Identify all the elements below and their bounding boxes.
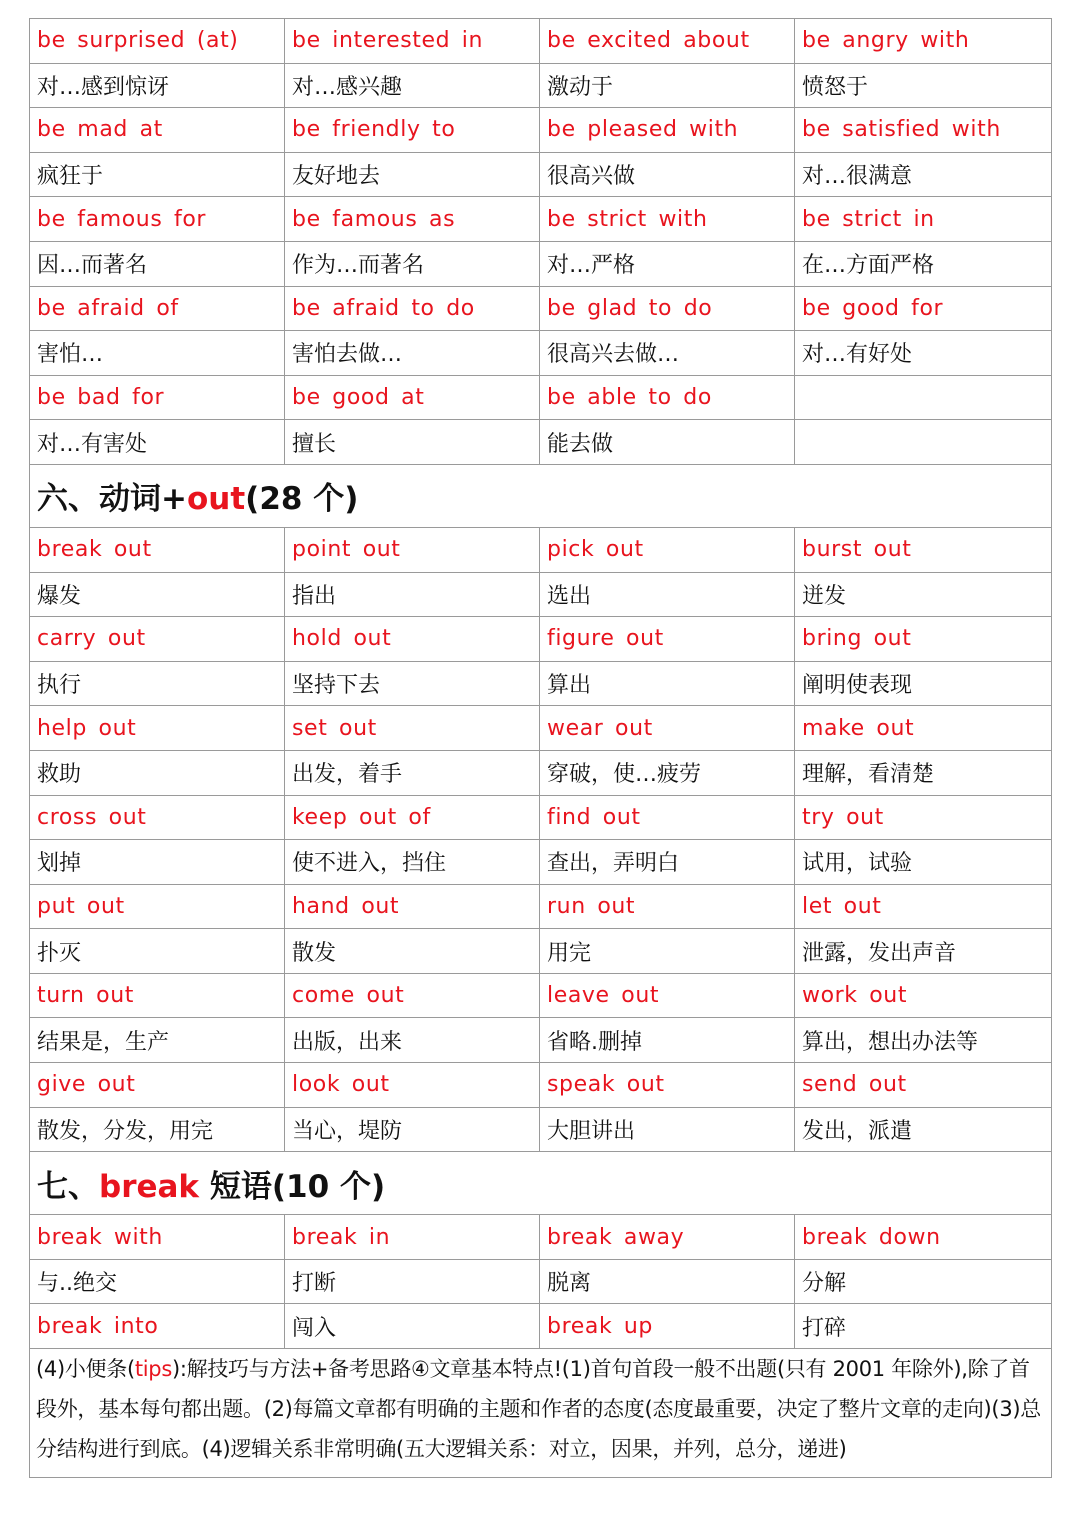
phrase-chinese-cell: 爆发 <box>30 572 285 617</box>
phrase-chinese-cell: 用完 <box>540 929 795 974</box>
section-6-heading-row <box>30 464 1052 527</box>
phrase-chinese-cell: 泄露，发出声音 <box>795 929 1052 974</box>
phrase-chinese-cell: 分解 <box>795 1259 1052 1304</box>
phrase-english-cell: be afraid of <box>30 286 285 331</box>
phrase-english-cell: be mad at <box>30 108 285 153</box>
adjective-phrase-english-row <box>30 108 1052 153</box>
phrase-english-cell: put out <box>30 884 285 929</box>
phrase-chinese-cell: 试用，试验 <box>795 840 1052 885</box>
phrase-chinese-cell <box>795 420 1052 465</box>
phrase-chinese-cell: 查出，弄明白 <box>540 840 795 885</box>
phrase-chinese-cell: 友好地去 <box>285 152 540 197</box>
phrase-english-cell: keep out of <box>285 795 540 840</box>
phrase-chinese-cell: 当心，堤防 <box>285 1107 540 1152</box>
phrase-english-cell: bring out <box>795 617 1052 662</box>
phrase-chinese-cell: 对…感到惊讶 <box>30 63 285 108</box>
phrase-english-cell: break out <box>30 527 285 572</box>
phrase-english-cell: be pleased with <box>540 108 795 153</box>
phrase-chinese-cell: 对…很满意 <box>795 152 1052 197</box>
out-phrase-chinese-row <box>30 1107 1052 1152</box>
section-heading <box>30 464 1052 527</box>
phrase-chinese-cell: 害怕… <box>30 331 285 376</box>
adjective-phrase-english-row <box>30 375 1052 420</box>
phrase-chinese-cell: 害怕去做… <box>285 331 540 376</box>
tips-before: (4)小便条( <box>36 1357 135 1382</box>
phrase-chinese-cell: 擅长 <box>285 420 540 465</box>
phrase-chinese-cell: 划掉 <box>30 840 285 885</box>
phrase-english-cell: break away <box>540 1215 795 1260</box>
phrase-english-cell: be interested in <box>285 19 540 64</box>
phrase-chinese-cell: 出版，出来 <box>285 1018 540 1063</box>
out-phrase-chinese-row <box>30 661 1052 706</box>
phrase-chinese-cell: 打碎 <box>795 1304 1052 1349</box>
phrase-chinese-cell: 算出，想出办法等 <box>795 1018 1052 1063</box>
phrase-english-cell: be strict in <box>795 197 1052 242</box>
break-phrase-mixed-row <box>30 1304 1052 1349</box>
phrase-chinese-cell: 大胆讲出 <box>540 1107 795 1152</box>
out-phrase-chinese-row <box>30 750 1052 795</box>
tips-after: ):解技巧与方法+备考思路④文章基本特点!(1)首句首段一般不出题(只有 2001 年除外),除了首段外，基本每句都出题。(2)每篇文章都有明确的主题和作者的态度(态度最重要，决定了整片文章的走向)(3)总分结构进行到底。(4)逻辑关系非常明确(五大逻辑关系：对立，因果，并列，总分，递进) <box>36 1357 1041 1462</box>
phrase-english-cell: speak out <box>540 1063 795 1108</box>
phrase-chinese-cell: 散发 <box>285 929 540 974</box>
phrase-chinese-cell: 很高兴去做… <box>540 331 795 376</box>
out-phrase-chinese-row <box>30 1018 1052 1063</box>
phrase-english-cell: find out <box>540 795 795 840</box>
phrase-english-cell: give out <box>30 1063 285 1108</box>
phrase-english-cell: turn out <box>30 973 285 1018</box>
phrase-english-cell: be strict with <box>540 197 795 242</box>
phrase-chinese-cell: 激动于 <box>540 63 795 108</box>
phrase-english-cell: let out <box>795 884 1052 929</box>
phrase-chinese-cell: 对…有好处 <box>795 331 1052 376</box>
adjective-phrase-chinese-row <box>30 331 1052 376</box>
phrase-english-cell: help out <box>30 706 285 751</box>
phrase-chinese-cell: 出发，着手 <box>285 750 540 795</box>
adjective-phrase-chinese-row <box>30 420 1052 465</box>
phrase-english-cell: be excited about <box>540 19 795 64</box>
out-phrase-english-row <box>30 706 1052 751</box>
adjective-phrase-english-row <box>30 286 1052 331</box>
out-phrase-english-row <box>30 527 1052 572</box>
phrase-chinese-cell: 坚持下去 <box>285 661 540 706</box>
phrase-english-cell: send out <box>795 1063 1052 1108</box>
phrase-chinese-cell: 选出 <box>540 572 795 617</box>
adjective-phrase-chinese-row <box>30 63 1052 108</box>
phrase-english-cell: wear out <box>540 706 795 751</box>
phrase-chinese-cell: 扑灭 <box>30 929 285 974</box>
phrase-english-cell: be famous for <box>30 197 285 242</box>
phrase-chinese-cell: 愤怒于 <box>795 63 1052 108</box>
phrase-english-cell: be satisfied with <box>795 108 1052 153</box>
phrase-chinese-cell: 结果是，生产 <box>30 1018 285 1063</box>
phrase-chinese-cell: 散发，分发，用完 <box>30 1107 285 1152</box>
phrase-chinese-cell: 脱离 <box>540 1259 795 1304</box>
out-phrase-english-row <box>30 1063 1052 1108</box>
phrase-chinese-cell: 迸发 <box>795 572 1052 617</box>
phrase-english-cell: break with <box>30 1215 285 1260</box>
phrase-english-cell: be friendly to <box>285 108 540 153</box>
phrase-english-cell: break into <box>30 1304 285 1349</box>
phrase-chinese-cell: 发出，派遣 <box>795 1107 1052 1152</box>
out-phrase-english-row <box>30 973 1052 1018</box>
phrase-english-cell: be surprised (at) <box>30 19 285 64</box>
adjective-phrase-english-row <box>30 19 1052 64</box>
phrase-chinese-cell: 在…方面严格 <box>795 241 1052 286</box>
adjective-phrase-chinese-row <box>30 241 1052 286</box>
adjective-phrase-chinese-row <box>30 152 1052 197</box>
phrase-chinese-cell: 算出 <box>540 661 795 706</box>
phrase-english-cell: break down <box>795 1215 1052 1260</box>
phrase-chinese-cell: 疯狂于 <box>30 152 285 197</box>
phrase-english-cell: work out <box>795 973 1052 1018</box>
phrase-chinese-cell: 因…而著名 <box>30 241 285 286</box>
out-phrase-english-row <box>30 884 1052 929</box>
phrase-chinese-cell: 对…感兴趣 <box>285 63 540 108</box>
phrase-chinese-cell: 阐明使表现 <box>795 661 1052 706</box>
heading-keyword: out <box>186 481 246 518</box>
phrase-table-body <box>30 19 1052 1478</box>
out-phrase-english-row <box>30 795 1052 840</box>
phrase-chinese-cell: 执行 <box>30 661 285 706</box>
phrase-chinese-cell: 能去做 <box>540 420 795 465</box>
out-phrase-chinese-row <box>30 840 1052 885</box>
break-phrase-chinese-row <box>30 1259 1052 1304</box>
heading-keyword: break <box>99 1168 200 1205</box>
phrase-english-cell: carry out <box>30 617 285 662</box>
adjective-phrase-english-row <box>30 197 1052 242</box>
phrase-english-cell: be good at <box>285 375 540 420</box>
out-phrase-chinese-row <box>30 929 1052 974</box>
phrase-english-cell: look out <box>285 1063 540 1108</box>
phrase-english-cell: make out <box>795 706 1052 751</box>
phrase-chinese-cell: 理解，看清楚 <box>795 750 1052 795</box>
out-phrase-english-row <box>30 617 1052 662</box>
phrase-english-cell: break in <box>285 1215 540 1260</box>
phrase-english-cell: hold out <box>285 617 540 662</box>
phrase-english-cell: come out <box>285 973 540 1018</box>
phrase-english-cell: be famous as <box>285 197 540 242</box>
phrase-chinese-cell: 穿破，使…疲劳 <box>540 750 795 795</box>
phrase-english-cell: break up <box>540 1304 795 1349</box>
heading-prefix: 七、 <box>37 1168 99 1205</box>
heading-suffix: (28 个) <box>245 481 359 518</box>
phrase-chinese-cell: 与..绝交 <box>30 1259 285 1304</box>
phrase-chinese-cell: 对…有害处 <box>30 420 285 465</box>
phrase-english-cell: run out <box>540 884 795 929</box>
phrase-english-cell: be good for <box>795 286 1052 331</box>
section-7-heading-row <box>30 1152 1052 1215</box>
heading-prefix: 六、动词+ <box>37 481 187 518</box>
tips-keyword: tips <box>134 1357 172 1382</box>
phrase-chinese-cell: 闯入 <box>285 1304 540 1349</box>
phrase-chinese-cell: 对…严格 <box>540 241 795 286</box>
break-phrase-english-row <box>30 1215 1052 1260</box>
phrase-english-cell: leave out <box>540 973 795 1018</box>
phrase-chinese-cell: 救助 <box>30 750 285 795</box>
phrase-english-cell: be glad to do <box>540 286 795 331</box>
phrase-chinese-cell: 打断 <box>285 1259 540 1304</box>
tips-note <box>30 1349 1052 1478</box>
heading-suffix: 短语(10 个) <box>199 1168 386 1205</box>
phrase-chinese-cell: 作为…而著名 <box>285 241 540 286</box>
phrase-english-cell: hand out <box>285 884 540 929</box>
phrase-english-cell <box>795 375 1052 420</box>
phrase-chinese-cell: 很高兴做 <box>540 152 795 197</box>
phrase-english-cell: be angry with <box>795 19 1052 64</box>
phrase-english-cell: burst out <box>795 527 1052 572</box>
out-phrase-chinese-row <box>30 572 1052 617</box>
phrase-english-cell: pick out <box>540 527 795 572</box>
section-heading <box>30 1152 1052 1215</box>
phrase-english-cell: cross out <box>30 795 285 840</box>
phrase-table <box>29 18 1052 1478</box>
tips-row <box>30 1349 1052 1478</box>
phrase-chinese-cell: 省略.删掉 <box>540 1018 795 1063</box>
phrase-english-cell: point out <box>285 527 540 572</box>
phrase-english-cell: be afraid to do <box>285 286 540 331</box>
phrase-english-cell: set out <box>285 706 540 751</box>
phrase-english-cell: be able to do <box>540 375 795 420</box>
phrase-english-cell: be bad for <box>30 375 285 420</box>
phrase-english-cell: figure out <box>540 617 795 662</box>
phrase-chinese-cell: 使不进入，挡住 <box>285 840 540 885</box>
phrase-chinese-cell: 指出 <box>285 572 540 617</box>
phrase-english-cell: try out <box>795 795 1052 840</box>
